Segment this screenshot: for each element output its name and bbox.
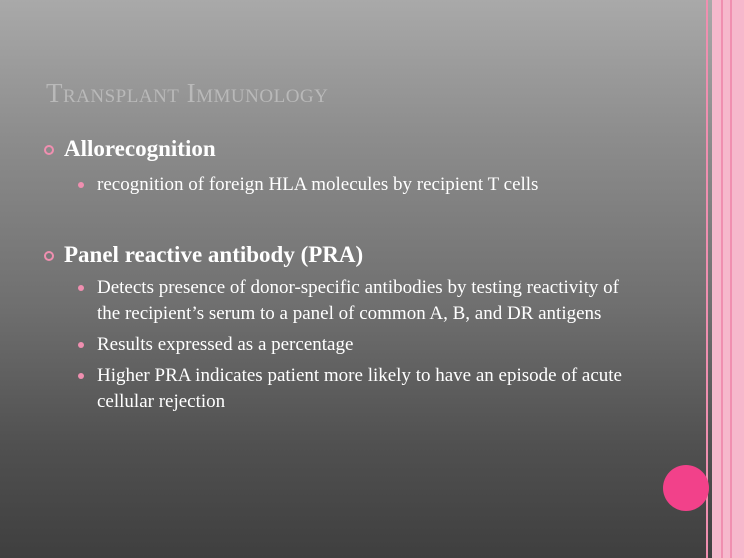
slide-title: Transplant Immunology (46, 78, 329, 108)
item-text: recognition of foreign HLA molecules by recipient T cells (97, 174, 539, 195)
dot-bullet-icon (78, 342, 84, 348)
item-text: Detects presence of donor-specific antibodies by testing reactivity of the recipient’s serum to a panel of common A, B, and DR antigens (97, 277, 619, 324)
dot-bullet-icon (78, 182, 84, 188)
bullet-heading (44, 240, 644, 270)
accent-stripe-line (730, 0, 732, 558)
item-text: Results expressed as a percentage (97, 334, 354, 355)
bullet-heading (44, 134, 644, 164)
dot-bullet-icon (78, 373, 84, 379)
bullet-item (78, 172, 644, 198)
heading-text: Allorecognition (64, 136, 216, 161)
accent-stripe-band (712, 0, 744, 558)
decorative-circle (663, 465, 709, 511)
ring-bullet-icon (44, 145, 54, 155)
accent-stripe-line (706, 0, 708, 558)
dot-bullet-icon (78, 285, 84, 291)
item-text: Higher PRA indicates patient more likely to have an episode of acute cellular rejection (97, 365, 622, 412)
bullet-item (78, 275, 644, 327)
ring-bullet-icon (44, 251, 54, 261)
bullet-item (78, 332, 644, 358)
slide-content (44, 134, 644, 415)
heading-text: Panel reactive antibody (PRA) (64, 242, 364, 267)
accent-stripe-line (721, 0, 723, 558)
bullet-item (78, 363, 644, 415)
